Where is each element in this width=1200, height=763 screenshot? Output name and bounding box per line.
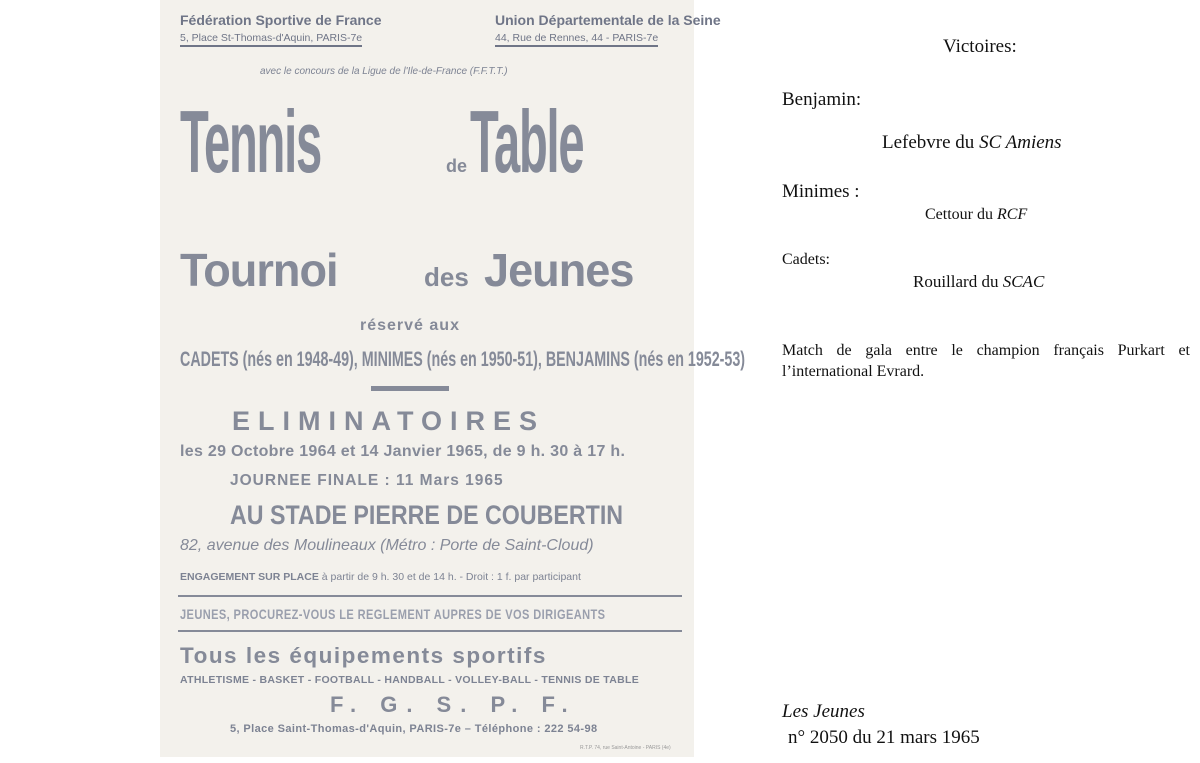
sports-line: ATHLETISME - BASKET - FOOTBALL - HANDBALL - VOLLEY-BALL - TENNIS DE TABLE — [180, 674, 639, 686]
engagement-line — [180, 571, 581, 583]
victoires-heading: Victoires: — [943, 36, 1017, 57]
minimes-winner — [925, 206, 1027, 224]
right-header-title: Union Départementale de la Seine — [495, 12, 721, 28]
dates-line: les 29 Octobre 1964 et 14 Janvier 1965, de 9 h. 30 à 17 h. — [180, 443, 626, 460]
minimes-label: Minimes : — [782, 181, 860, 202]
source-title-text: Les Jeunes — [782, 701, 865, 722]
poster — [160, 0, 746, 757]
benjamin-winner — [882, 132, 1062, 154]
minimes-club: RCF — [997, 206, 1028, 223]
benjamin-label: Benjamin: — [782, 89, 862, 110]
cadets-label: Cadets: — [782, 251, 830, 268]
categories-line: CADETS (nés en 1948-49), MINIMES (nés en 1950-51), BENJAMINS (nés en 1952-53) — [180, 348, 746, 371]
title-tournoi: Tournoi — [180, 244, 338, 296]
title-de: de — [446, 156, 468, 176]
benjamin-name: Lefebvre du — [882, 132, 980, 153]
title-tennis: Tennis — [180, 93, 321, 192]
jeunes-notice: JEUNES, PROCUREZ-VOUS LE REGLEMENT AUPRES DE VOS DIRIGEANTS — [180, 606, 606, 622]
equipements-line: Tous les équipements sportifs — [180, 643, 547, 668]
reserve-line: réservé aux — [360, 317, 460, 334]
cadets-club: SCAC — [1002, 272, 1045, 291]
cadets-name: Rouillard du — [913, 272, 1003, 291]
title-des: des — [424, 262, 469, 292]
stade-line: AU STADE PIERRE DE COUBERTIN — [230, 500, 624, 530]
minimes-name: Cettour du — [925, 206, 997, 223]
rule-bottom — [178, 630, 682, 632]
title-table: Table — [470, 93, 584, 192]
cadets-winner — [913, 272, 1044, 292]
source-issue: n° 2050 du 21 mars 1965 — [788, 727, 980, 748]
eliminatoires-heading: ELIMINATOIRES — [232, 406, 546, 436]
finale-line: JOURNEE FINALE : 11 Mars 1965 — [230, 472, 504, 489]
engagement-bold: ENGAGEMENT SUR PLACE — [180, 571, 319, 583]
benjamin-club: SC Amiens — [979, 132, 1062, 153]
contact-line: 5, Place Saint-Thomas-d'Aquin, PARIS-7e – Téléphone : 222 54-98 — [230, 723, 598, 735]
source-title — [782, 701, 865, 723]
engagement-rest: à partir de 9 h. 30 et de 14 h. - Droit : 1 f. par participant — [318, 571, 581, 583]
imprimeur-line: R.T.P. 74, rue Saint-Antoine - PARIS (4e) — [580, 745, 671, 751]
separator-bar — [371, 386, 449, 391]
rule-top — [178, 595, 682, 597]
concours-line: avec le concours de la Ligue de l'Ile-de-France (F.F.T.T.) — [260, 66, 508, 77]
gala-paragraph: Match de gala entre le champion français Purkart et l’international Evrard. — [782, 342, 1190, 380]
left-header-address: 5, Place St-Thomas-d'Aquin, PARIS-7e — [180, 32, 362, 47]
title-jeunes: Jeunes — [484, 244, 634, 296]
adresse-line: 82, avenue des Moulineaux (Métro : Porte de Saint-Cloud) — [180, 537, 594, 554]
right-header-address: 44, Rue de Rennes, 44 - PARIS-7e — [495, 32, 658, 47]
left-header-title: Fédération Sportive de France — [180, 12, 382, 28]
fgspf-line: F. G. S. P. F. — [330, 692, 577, 717]
